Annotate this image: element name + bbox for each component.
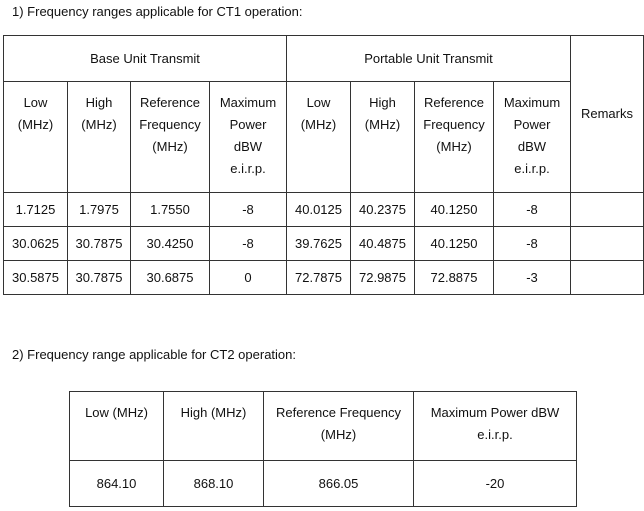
table-cell: 40.0125 <box>287 193 351 227</box>
table-row <box>4 193 644 227</box>
table-cell: 1.7125 <box>4 193 68 227</box>
table-cell: -8 <box>210 193 287 227</box>
table-cell: 40.1250 <box>415 193 494 227</box>
table-cell: 868.10 <box>164 461 264 507</box>
table-cell: 1.7975 <box>68 193 131 227</box>
table-cell: 30.7875 <box>68 261 131 295</box>
ct2-section-heading: 2) Frequency range applicable for CT2 operation: <box>12 347 296 362</box>
ct2-frequency-table <box>69 391 577 507</box>
ct2-maximum-power-header: Maximum Power dBW e.i.r.p. <box>414 392 577 461</box>
table-cell: 30.0625 <box>4 227 68 261</box>
portable-high-header: High (MHz) <box>351 82 415 193</box>
table-cell: 866.05 <box>264 461 414 507</box>
ct2-low-header: Low (MHz) <box>70 392 164 461</box>
ct2-reference-frequency-header: Reference Frequency (MHz) <box>264 392 414 461</box>
remarks-header: Remarks <box>571 36 644 193</box>
remarks-cell <box>571 261 644 295</box>
base-low-header: Low (MHz) <box>4 82 68 193</box>
ct1-section-heading: 1) Frequency ranges applicable for CT1 operation: <box>12 4 303 19</box>
portable-reference-frequency-header: Reference Frequency (MHz) <box>415 82 494 193</box>
table-cell: 72.8875 <box>415 261 494 295</box>
table-cell: 72.9875 <box>351 261 415 295</box>
table-cell: 30.6875 <box>131 261 210 295</box>
table-cell: -3 <box>494 261 571 295</box>
remarks-cell <box>571 193 644 227</box>
table-cell: 864.10 <box>70 461 164 507</box>
base-high-header: High (MHz) <box>68 82 131 193</box>
base-unit-transmit-header: Base Unit Transmit <box>4 36 287 82</box>
table-row <box>4 261 644 295</box>
table-cell: 40.4875 <box>351 227 415 261</box>
table-cell: 30.4250 <box>131 227 210 261</box>
table-cell: 30.7875 <box>68 227 131 261</box>
portable-maximum-power-header: Maximum Power dBW e.i.r.p. <box>494 82 571 193</box>
ct1-frequency-table <box>3 35 644 295</box>
table-row <box>70 461 577 507</box>
table-cell: 72.7875 <box>287 261 351 295</box>
table-cell: 40.1250 <box>415 227 494 261</box>
portable-unit-transmit-header: Portable Unit Transmit <box>287 36 571 82</box>
table-cell: -8 <box>494 227 571 261</box>
base-reference-frequency-header: Reference Frequency (MHz) <box>131 82 210 193</box>
portable-low-header: Low (MHz) <box>287 82 351 193</box>
table-cell: 39.7625 <box>287 227 351 261</box>
base-maximum-power-header: Maximum Power dBW e.i.r.p. <box>210 82 287 193</box>
table-cell: 1.7550 <box>131 193 210 227</box>
ct2-high-header: High (MHz) <box>164 392 264 461</box>
table-row <box>4 227 644 261</box>
table-cell: 30.5875 <box>4 261 68 295</box>
table-cell: 40.2375 <box>351 193 415 227</box>
table-cell: -8 <box>494 193 571 227</box>
table-cell: -8 <box>210 227 287 261</box>
table-cell: 0 <box>210 261 287 295</box>
remarks-cell <box>571 227 644 261</box>
table-cell: -20 <box>414 461 577 507</box>
